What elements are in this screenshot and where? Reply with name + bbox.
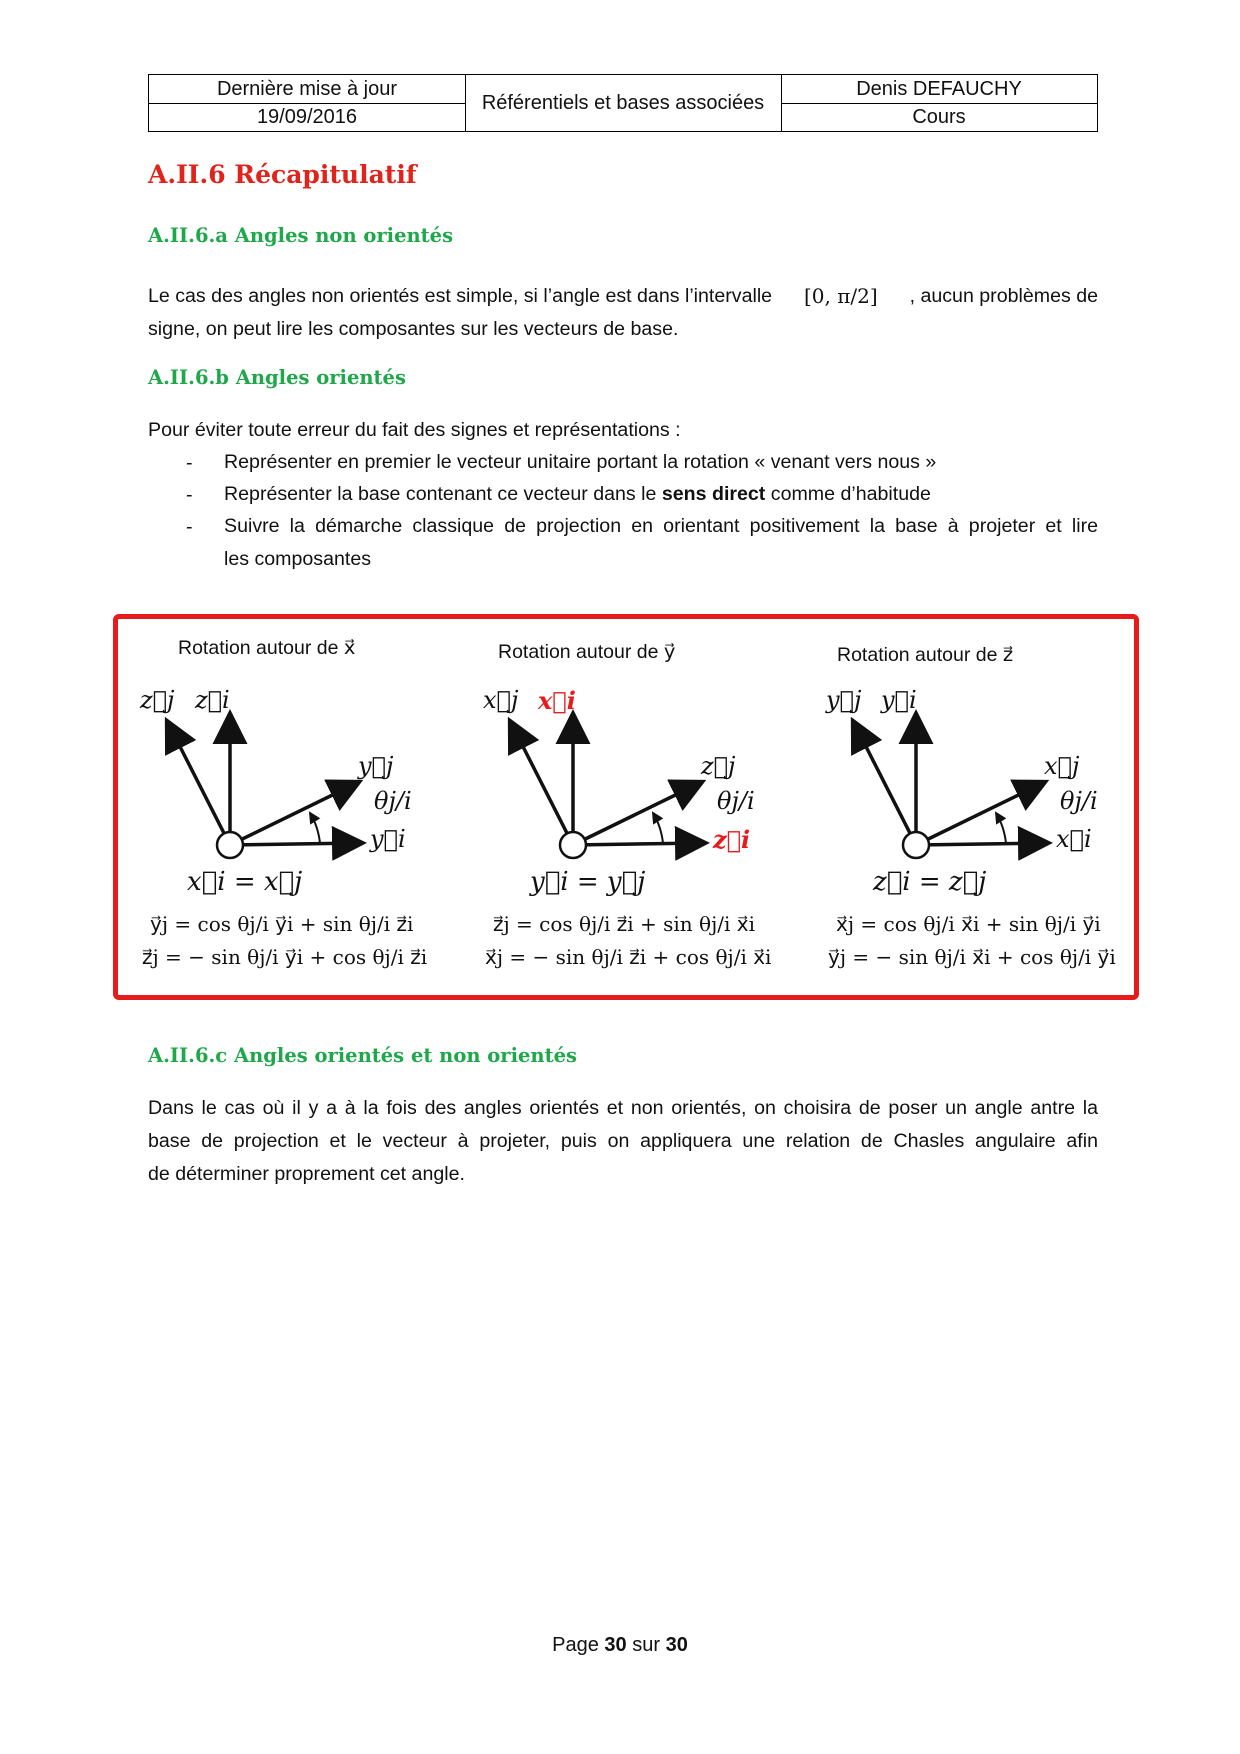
label-horizontal-j: x⃗j [1044, 752, 1080, 780]
equation-1: z⃗j = cos θj/i z⃗i + sin θj/i x⃗i [493, 912, 756, 936]
label-vertical-j: y⃗j [826, 686, 862, 714]
text-a-end: , aucun problèmes de [909, 285, 1098, 307]
header-table [148, 74, 1098, 132]
label-vertical-j: z⃗j [140, 686, 175, 714]
bullet-dash: - [186, 516, 193, 538]
rotation-diagram [806, 620, 1166, 1000]
label-horizontal-i: x⃗i [1056, 825, 1092, 853]
author: Denis DEFAUCHY [856, 77, 1022, 100]
angle-label: θj/i [374, 787, 412, 815]
label-vertical-i: y⃗i [881, 686, 917, 714]
vector-horizontal-i [230, 843, 360, 845]
subsection-a-paragraph [148, 280, 1098, 346]
update-label: Dernière mise à jour [216, 77, 398, 100]
rotation-diagram [120, 620, 480, 1000]
vector-tilted-j [854, 723, 916, 845]
subsection-b-intro: Pour éviter toute erreur du fait des signes et représentations : [148, 419, 681, 441]
rotation-diagram [463, 620, 823, 1000]
vector-horizontal-i [573, 843, 703, 845]
subsection-a-title: A.II.6.a Angles non orientés [148, 224, 454, 247]
angle-arc [653, 813, 663, 843]
label-vertical-j: x⃗j [483, 686, 519, 714]
bullet-dash: - [186, 484, 193, 506]
equation-2: y⃗j = − sin θj/i x⃗i + cos θj/i y⃗i [828, 945, 1116, 969]
bullet-1: Représenter en premier le vecteur unitaire portant la rotation « venant vers nous » [224, 451, 937, 473]
subsection-c-line3: de déterminer proprement cet angle. [148, 1163, 465, 1185]
axis-equality: y⃗i = y⃗j [530, 867, 646, 897]
bullet-3-line2: les composantes [224, 548, 372, 570]
equation-1: x⃗j = cos θj/i x⃗i + sin θj/i y⃗i [836, 912, 1101, 936]
label-horizontal-i: y⃗i [370, 825, 406, 853]
subsection-c-line1: Dans le cas où il y a à la fois des angles orientés et non orientés, on choisira de poser un angle antre la [148, 1097, 1098, 1119]
vector-horizontal-i [916, 843, 1046, 845]
doc-title: Référentiels et bases associées [481, 91, 765, 114]
angle-arc [310, 813, 320, 843]
vector-tilted-j [168, 723, 230, 845]
angle-arc [996, 813, 1006, 843]
vector-tilted-h-j [573, 783, 700, 845]
angle-label: θj/i [717, 787, 755, 815]
equation-2: x⃗j = − sin θj/i z⃗i + cos θj/i x⃗i [485, 945, 772, 969]
vector-tilted-j [511, 723, 573, 845]
page-footer: Page 30 sur 30 [552, 1634, 688, 1656]
rotation-caption: Rotation autour de z⃗ [837, 644, 1014, 666]
equation-1: y⃗j = cos θj/i y⃗i + sin θj/i z⃗i [150, 912, 414, 936]
subsection-c-line2: base de projection et le vecteur à projeter, puis on appliquera une relation de Chasles angulaire afin [148, 1130, 1098, 1152]
label-horizontal-j: z⃗j [701, 752, 736, 780]
label-vertical-i: x⃗i [538, 686, 576, 715]
axis-equality: z⃗i = z⃗j [873, 867, 987, 897]
bullet-dash: - [186, 452, 193, 474]
vector-tilted-h-j [916, 783, 1043, 845]
vector-tilted-h-j [230, 783, 357, 845]
axis-out-circle [903, 832, 929, 858]
update-date: 19/09/2016 [256, 105, 358, 128]
text-a-line2: signe, on peut lire les composantes sur les vecteurs de base. [148, 318, 679, 340]
section-title: A.II.6 Récapitulatif [148, 160, 417, 189]
bullet-3-line1: Suivre la démarche classique de projection en orientant positivement la base à projeter et lire [224, 515, 1098, 537]
label-horizontal-j: y⃗j [358, 752, 394, 780]
rotation-caption: Rotation autour de x⃗ [178, 637, 356, 659]
interval: [0, π/2] [804, 284, 878, 308]
equation-2: z⃗j = − sin θj/i y⃗i + cos θj/i z⃗i [142, 945, 428, 969]
subsection-c-title: A.II.6.c Angles orientés et non orientés [148, 1044, 577, 1067]
rotation-caption: Rotation autour de y⃗ [498, 641, 676, 663]
doc-type: Cours [912, 105, 966, 128]
axis-out-circle [560, 832, 586, 858]
axis-out-circle [217, 832, 243, 858]
axis-equality: x⃗i = x⃗j [187, 867, 303, 897]
subsection-b-title: A.II.6.b Angles orientés [148, 366, 406, 389]
angle-label: θj/i [1060, 787, 1098, 815]
text-a-start: Le cas des angles non orientés est simple, si l’angle est dans l’intervalle [148, 285, 773, 307]
label-horizontal-i: z⃗i [713, 825, 751, 854]
label-vertical-i: z⃗i [195, 686, 230, 714]
bullet-2: Représenter la base contenant ce vecteur dans le sens direct comme d’habitude [224, 483, 931, 505]
